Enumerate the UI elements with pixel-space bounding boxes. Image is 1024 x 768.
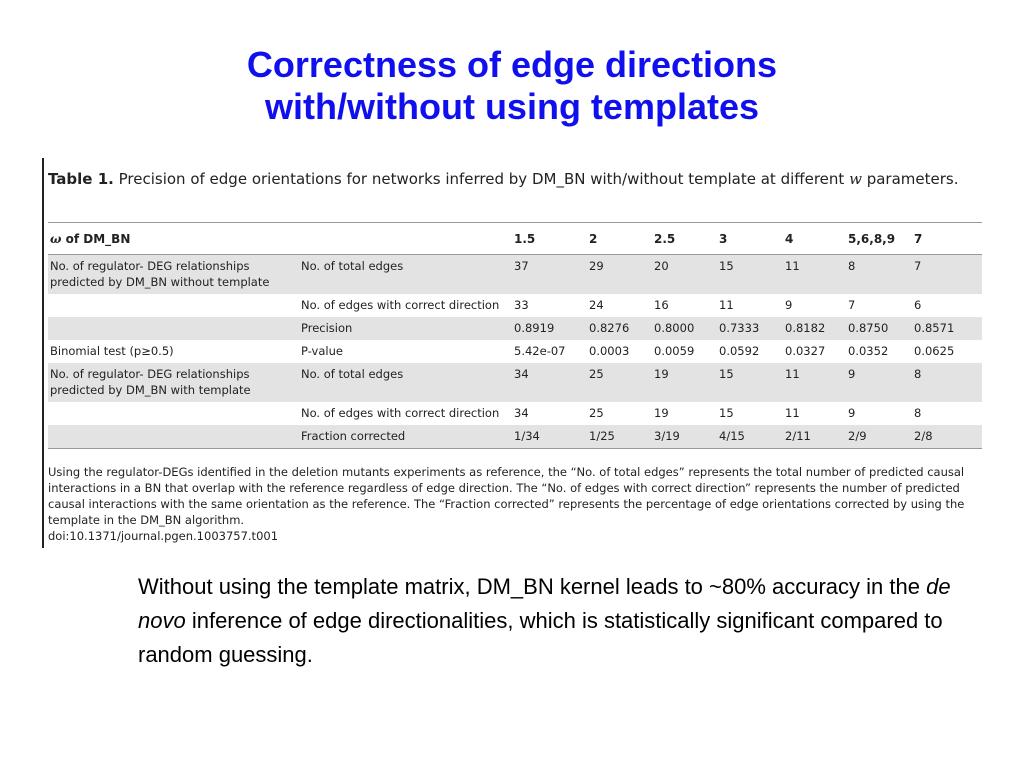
table-cell: 0.8276 <box>587 317 652 340</box>
table-cell: 16 <box>654 298 669 312</box>
table-cell: 9 <box>785 298 793 312</box>
row-group-label <box>48 425 299 449</box>
body-text-italic: de novo <box>138 574 951 633</box>
table-footnote <box>48 464 982 544</box>
row-metric-label: Fraction corrected <box>299 425 512 449</box>
table-caption-omega: w <box>849 170 862 188</box>
table-cell: 0.8919 <box>512 317 587 340</box>
table-cell: 25 <box>589 406 604 420</box>
table-row <box>48 294 982 317</box>
header-omega-cell <box>48 223 512 255</box>
row-group-label <box>48 402 299 425</box>
table-cell: 2/9 <box>846 425 912 449</box>
row-metric-label: No. of total edges <box>299 255 512 295</box>
header-col: 2 <box>587 223 652 255</box>
table-cell: 0.0059 <box>654 344 695 358</box>
header-col: 3 <box>717 223 783 255</box>
table-row <box>48 363 982 402</box>
table-caption-text: Precision of edge orientations for networks inferred by DM_BN with/without template at different <box>118 170 845 188</box>
row-metric-label: No. of total edges <box>299 363 512 402</box>
table-cell: 34 <box>514 406 529 420</box>
table-cell: 19 <box>654 406 669 420</box>
table-cell: 19 <box>652 363 717 402</box>
table-cell: 0.8182 <box>783 317 846 340</box>
row-metric-label: No. of edges with correct direction <box>301 298 500 312</box>
slide-title-line2: with/without using templates <box>265 86 759 127</box>
table-cell: 0.8000 <box>652 317 717 340</box>
table-row <box>48 255 982 295</box>
table-cell: 4/15 <box>717 425 783 449</box>
header-col: 4 <box>783 223 846 255</box>
footnote-text: Using the regulator-DEGs identified in the deletion mutants experiments as reference, the “No. of total edges” represents the total number of predicted causal interactions in a BN that overlap with the reference regardless of edge direction. The “No. of edges with correct direction” represents the number of predicted causal interactions with the same orientation as the reference. The “Fraction corrected” represents the percentage of edge orientations corrected by using the template in the DM_BN algorithm. <box>48 465 965 527</box>
table-cell: 11 <box>785 406 800 420</box>
table-cell: 0.0352 <box>848 344 889 358</box>
table-cell: 2/8 <box>912 425 982 449</box>
table-cell: 8 <box>846 255 912 295</box>
table-cell: 33 <box>514 298 529 312</box>
table-cell: 1/34 <box>512 425 587 449</box>
table-cell: 20 <box>652 255 717 295</box>
body-text-part1: Without using the template matrix, DM_BN kernel leads to ~80% accuracy in the <box>138 574 927 599</box>
table-caption-label: Table 1. <box>48 170 114 188</box>
row-group-label: No. of regulator- DEG relationships predicted by DM_BN with template <box>48 363 299 402</box>
table-cell: 0.8571 <box>912 317 982 340</box>
table-cell: 2/11 <box>783 425 846 449</box>
header-col: 2.5 <box>652 223 717 255</box>
table-figure <box>42 158 982 548</box>
table-cell: 5.42e-07 <box>514 344 566 358</box>
table-cell: 7 <box>912 255 982 295</box>
table-row <box>48 425 982 449</box>
table-cell: 0.0003 <box>589 344 630 358</box>
body-text-part2: inference of edge directionalities, which is statistically significant compared to random guessing. <box>138 608 943 667</box>
table-caption <box>48 170 958 188</box>
header-col: 1.5 <box>512 223 587 255</box>
header-label: of DM_BN <box>65 231 131 246</box>
table-cell: 0.0625 <box>914 344 955 358</box>
results-table <box>48 222 982 449</box>
slide-title-line1: Correctness of edge directions <box>246 44 778 85</box>
table-cell: 9 <box>848 406 856 420</box>
table-cell: 11 <box>783 363 846 402</box>
table-cell: 15 <box>717 363 783 402</box>
table-row <box>48 317 982 340</box>
header-col: 5,6,8,9 <box>846 223 912 255</box>
table-cell: 7 <box>848 298 856 312</box>
table-cell: 29 <box>587 255 652 295</box>
table-row <box>48 340 982 363</box>
table-caption-tail: parameters. <box>866 170 959 188</box>
table-cell: 3/19 <box>652 425 717 449</box>
table-cell: 15 <box>717 255 783 295</box>
table-cell: 8 <box>914 406 922 420</box>
row-metric-label: P-value <box>301 344 343 358</box>
table-cell: 34 <box>512 363 587 402</box>
table-cell: 25 <box>587 363 652 402</box>
row-group-label: No. of regulator- DEG relationships predicted by DM_BN without template <box>48 255 299 295</box>
omega-symbol: ω <box>50 231 62 246</box>
row-group-label: Binomial test (p≥0.5) <box>50 344 174 358</box>
table-cell: 0.8750 <box>846 317 912 340</box>
table-cell: 37 <box>512 255 587 295</box>
table-cell: 15 <box>719 406 734 420</box>
row-group-label <box>48 294 299 317</box>
table-cell: 24 <box>589 298 604 312</box>
table-header-row <box>48 223 982 255</box>
table-cell: 0.0327 <box>785 344 826 358</box>
table-cell: 9 <box>846 363 912 402</box>
slide-title <box>0 44 1024 128</box>
table-cell: 11 <box>719 298 734 312</box>
table-cell: 6 <box>914 298 922 312</box>
table-cell: 11 <box>783 255 846 295</box>
table-cell: 1/25 <box>587 425 652 449</box>
doi-text: doi:10.1371/journal.pgen.1003757.t001 <box>48 529 279 543</box>
table-cell: 0.0592 <box>719 344 760 358</box>
table-cell: 0.7333 <box>717 317 783 340</box>
header-col: 7 <box>912 223 982 255</box>
body-paragraph <box>138 570 968 672</box>
table-cell: 8 <box>912 363 982 402</box>
row-metric-label: No. of edges with correct direction <box>301 406 500 420</box>
table-row <box>48 402 982 425</box>
row-metric-label: Precision <box>299 317 512 340</box>
row-group-label <box>48 317 299 340</box>
